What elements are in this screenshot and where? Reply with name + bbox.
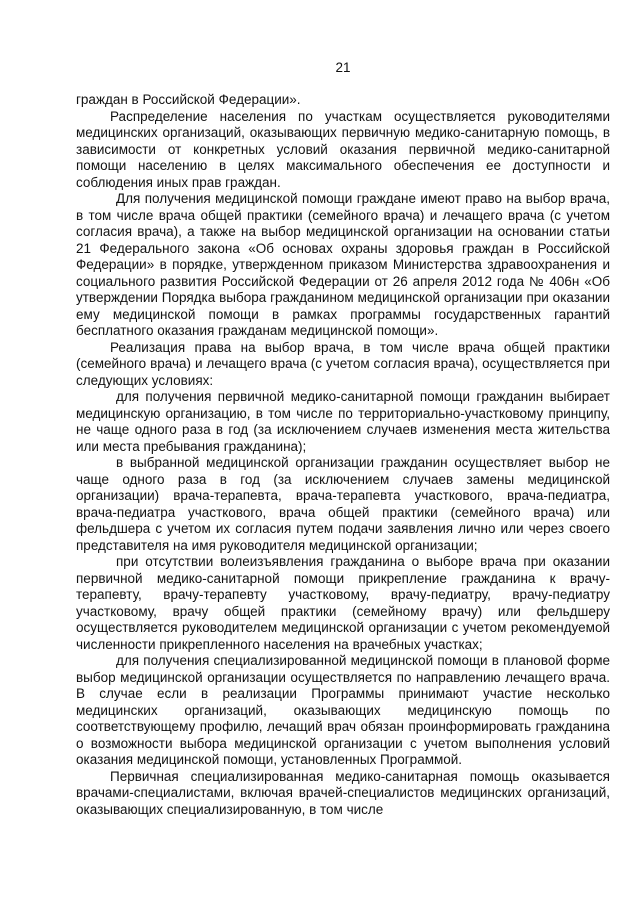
paragraph-choice-of-doctor: Для получения медицинской помощи граждане имеют право на выбор врача, в том числе врача общей практики (семейного врача) и лечащего врача (с учетом согласия врача), а также на выбор медицинской организации на основании статьи 21 Федерального закона «Об основах охраны здоровья граждан в Российской Федерации» в порядке, утвержденном приказом Министерства здравоохранения и социального развития Российской Федерации от 26 апреля 2012 года № 406н «Об утверждении Порядка выбора гражданином медицинской организации при оказании ему медицинской помощи в рамках программы государственных гарантий бесплатного оказания гражданам медицинской помощи». [76, 191, 610, 338]
paragraph-condition-specialized-care: для получения специализированной медицинской помощи в плановой форме выбор медицинской организации осуществляется по направлению лечащего врача. В случае если в реализации Программы принимают участие несколько медицинских организаций, оказывающих медицинскую помощь по соответствующему профилю, лечащий врач обязан проинформировать гражданина о возможности выбора медицинской организации с учетом выполнения условий оказания медицинской помощи, установленных Программой. [76, 653, 610, 767]
paragraph-conditions-intro: Реализация права на выбор врача, в том числе врача общей практики (семейного врача) и лечащего врача (с учетом согласия врача), осуществляется при следующих условиях: [76, 339, 610, 388]
paragraph-condition-doctor-choice: в выбранной медицинской организации гражданин осуществляет выбор не чаще одного раза в год (за исключением случаев замены медицинской организации) врача-терапевта, врача-терапевта участкового, врача-педиатра, врача-педиатра участкового, врача общей практики (семейного врача) или фельдшера с учетом их согласия путем подачи заявления лично или через своего представителя на имя руководителя медицинской организации; [76, 455, 610, 553]
document-page [76, 58, 610, 818]
paragraph-condition-organization-choice: для получения первичной медико-санитарной помощи гражданин выбирает медицинскую организацию, в том числе по территориально-участковому принципу, не чаще одного раза в год (за исключением случаев изменения места жительства или места пребывания гражданина); [76, 389, 610, 454]
paragraph-condition-no-choice: при отсутствии волеизъявления гражданина о выборе врача при оказании первичной медико-санитарной помощи прикрепление гражданина к врачу-терапевту, врачу-терапевту участковому, врачу-педиатру, врачу-педиатру участковому, врачу общей практики (семейному врачу) или фельдшеру осуществляется руководителем медицинской организации с учетом рекомендуемой численности прикрепленного населения на врачебных участках; [76, 554, 610, 652]
paragraph-continuation: граждан в Российской Федерации». [76, 92, 301, 107]
paragraph-population-distribution: Распределение населения по участкам осуществляется руководителями медицинских организаций, оказывающих первичную медико-санитарную помощь, в зависимости от конкретных условий оказания первичной медико-санитарной помощи населению в целях максимального обеспечения ее доступности и соблюдения иных прав граждан. [76, 108, 610, 190]
page-number: 21 [335, 60, 351, 75]
paragraph-primary-specialized-care: Первичная специализированная медико-санитарная помощь оказывается врачами-специалистами, включая врачей-специалистов медицинских организаций, оказывающих специализированную, в том числе [76, 768, 610, 817]
